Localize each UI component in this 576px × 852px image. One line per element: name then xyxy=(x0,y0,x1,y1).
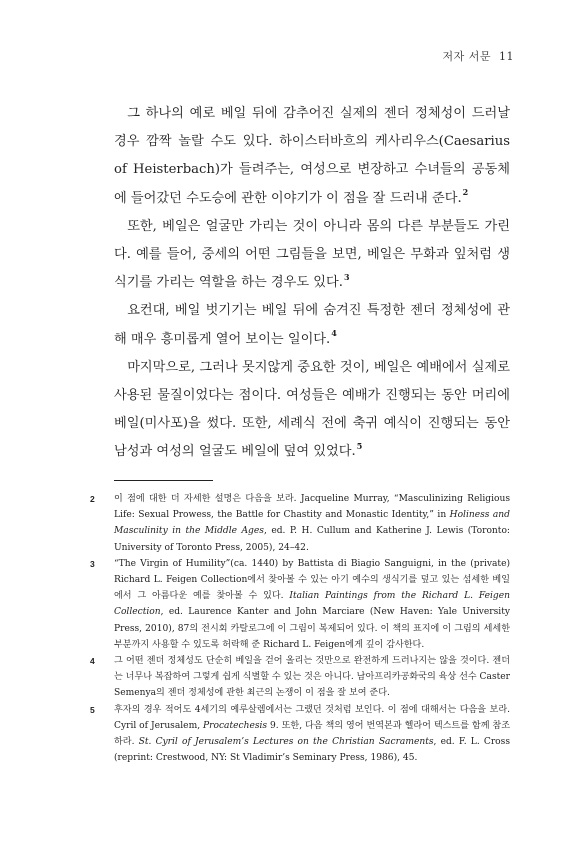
paragraph xyxy=(114,213,510,298)
footnote-text-part: 후자의 경우 적어도 4세기의 예루살렘에서는 그랬던 것처럼 보인다. 이 점에 대해서는 다음을 보라. Cyril of Jerusalem, xyxy=(114,704,510,731)
footnote-title-italic: Holiness and Masculinity in the Middle Ages xyxy=(114,510,510,537)
paragraph-text: 요컨대, 베일 벗기기는 베일 뒤에 숨겨진 특정한 젠더 정체성에 관해 매우 흥미롭게 열어 보이는 일이다. xyxy=(114,303,510,347)
footnote-text xyxy=(114,702,510,767)
footnote xyxy=(90,491,510,556)
footnote-title-italic: St. Cyril of Jerusalem’s Lectures on the Christian Sacraments xyxy=(138,737,434,748)
footnote-text: 그 어떤 젠더 정체성도 단순히 베일을 걷어 올리는 것만으로 완전하게 드러나지는 않을 것이다. 젠더는 너무나 복잡하여 그렇게 쉽게 식별할 수 있는 것은 아니다. 남아프리카공화국의 육상 선수 Caster Semenya의 젠더 정체성에 관한 최근의 논쟁이 이 점을 잘 보여 준다. xyxy=(114,656,510,699)
paragraph-text: 마지막으로, 그러나 못지않게 중요한 것이, 베일은 예배에서 실제로 사용된 물질이었다는 점이다. 여성들은 예배가 진행되는 동안 머리에 베일(미사포)을 썼다. 또한, 세례식 전에 축귀 예식이 진행되는 동안 남성과 여성의 얼굴도 베일에 덮여 있었다. xyxy=(114,359,510,460)
paragraph xyxy=(114,100,510,213)
footnote-text-part: 9. 또한, 다음 책의 영어 번역본과 헬라어 텍스트를 함께 참조하라. xyxy=(114,720,510,748)
footnote-title-italic: Procatechesis xyxy=(203,720,268,731)
footnote-ref[interactable]: 4 xyxy=(331,328,337,339)
footnotes xyxy=(90,491,510,766)
footnote-text-part: “The Virgin of Humility”(ca. 1440) by Battista di Biagio Sanguigni, in the (private) Richard L. Feigen Collection에서 찾아볼 수 있는 아기 예수의 생식기를 덮고 있는 섬세한 베일에서 그 아름다운 예를 찾아볼 수 있다. xyxy=(114,558,510,602)
paragraph xyxy=(114,354,510,467)
footnote-title-italic: Italian Paintings from the Richard L. Feigen Collection xyxy=(114,591,510,618)
footnote-text-part: , ed. P. H. Cullum and Katherine J. Lewis (Toronto: University of Toronto Press, 2005), 24–42. xyxy=(114,526,510,553)
paragraph-text: 또한, 베일은 얼굴만 가리는 것이 아니라 몸의 다른 부분들도 가린다. 예를 들어, 중세의 어떤 그림들을 보면, 베일은 무화과 잎처럼 생식기를 가리는 역할을 하는 경우도 있다. xyxy=(114,218,510,291)
section-title: 저자 서문 xyxy=(442,50,491,63)
running-head xyxy=(442,48,514,64)
footnote-text xyxy=(114,556,510,653)
footnote xyxy=(90,556,510,653)
footnote xyxy=(90,702,510,767)
footnote-number: 5 xyxy=(90,704,95,715)
footnote-number: 3 xyxy=(90,558,95,569)
footnote-number: 4 xyxy=(90,656,95,667)
footnote xyxy=(90,653,510,702)
footnote-ref[interactable]: 2 xyxy=(462,187,469,198)
main-text xyxy=(114,100,510,467)
page-number: 11 xyxy=(499,50,514,63)
footnote-ref[interactable]: 3 xyxy=(343,271,350,282)
footnote-text-part: 이 점에 대한 더 자세한 설명은 다음을 보라. Jacqueline Murray, “Masculinizing Religious Life: Sexual Prowess, the Battle for Chastity and Monastic Identity,” in xyxy=(114,494,510,521)
footnote-number: 2 xyxy=(90,494,95,504)
paragraph-text: 그 하나의 예로 베일 뒤에 감추어진 실제의 젠더 정체성이 드러날 경우 깜짝 놀랄 수도 있다. 하이스터바흐의 케사리우스(Caesarius of Heisterbach)가 들려주는, 여성으로 변장하고 수녀들의 공동체에 들어갔던 수도승에 관한 이야기가 이 점을 잘 드러내 준다. xyxy=(114,106,510,206)
footnote-text xyxy=(114,491,510,556)
footnote-text-part: , ed. F. L. Cross (reprint: Crestwood, NY: St Vladimir’s Seminary Press, 1986), 45. xyxy=(114,737,510,764)
footnote-ref[interactable]: 5 xyxy=(356,441,363,452)
paragraph xyxy=(114,297,510,353)
footnote-divider xyxy=(114,480,213,481)
footnote-text-part: , ed. Laurence Kanter and John Marciare (New Haven: Yale University Press, 2010), 87의 전시회 카탈로그에 이 그림이 복제되어 있다. 이 책의 표지에 이 그림의 세세한 부분까지 사용할 수 있도록 허락해 준 Richard L. Feigen에게 깊이 감사한다. xyxy=(114,607,510,650)
